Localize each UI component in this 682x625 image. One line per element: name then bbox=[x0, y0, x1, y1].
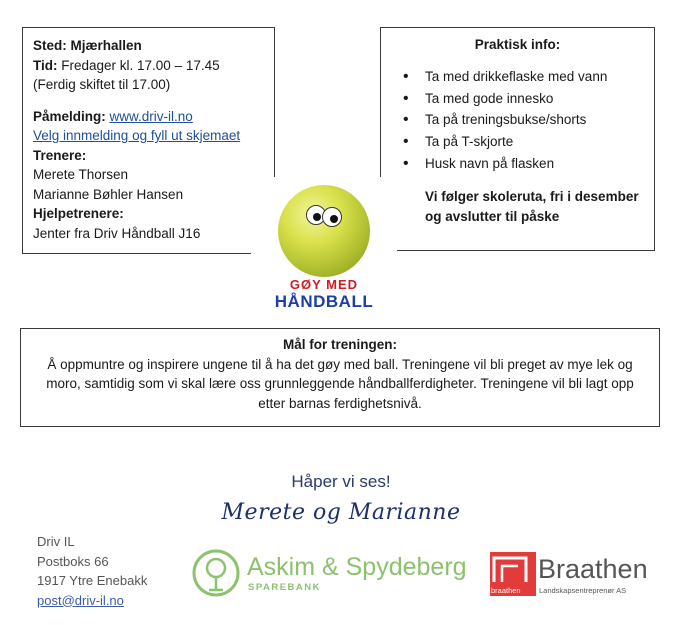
practical-info-title: Praktisk info: bbox=[474, 37, 561, 52]
coach-name: Merete Thorsen bbox=[33, 167, 129, 182]
info-box bbox=[22, 27, 275, 254]
list-item: • Ta med gode innesko bbox=[403, 88, 644, 110]
schedule-note-line: og avslutter til påske bbox=[425, 208, 560, 224]
list-item: • Ta med drikkeflaske med vann bbox=[403, 66, 644, 88]
practical-info-list bbox=[391, 66, 644, 175]
goal-text: Å oppmuntre og inspirere ungene til å ha det gøy med ball. Treningene vil bli preget av mye lek og moro, samtidig som vi skal lære oss grunnleggende håndballferdigheter. Treningene vil bli lagt opp etter barnas ferdighetsnivå. bbox=[46, 356, 634, 411]
logo-text-gøy-med: GØY MED bbox=[289, 277, 359, 292]
time-line: Tid: Fredager kl. 17.00 – 17.45 bbox=[33, 57, 220, 73]
location-value: Mjærhallen bbox=[70, 38, 142, 53]
registration-instruction-link[interactable]: Velg innmelding og fyll ut skjemaet bbox=[33, 128, 241, 143]
assistant-coaches-heading: Hjelpetrenere: bbox=[33, 206, 124, 221]
time-value: Fredager kl. 17.00 – 17.45 bbox=[61, 57, 220, 73]
braathen-mark-icon bbox=[490, 552, 536, 596]
time-label: Tid bbox=[33, 57, 53, 73]
schedule-note bbox=[425, 187, 644, 227]
list-item: • Husk navn på flasken bbox=[403, 153, 644, 175]
logo-text-håndball: HÅNDBALL bbox=[274, 292, 374, 311]
address-line: 1917 Ytre Enebakk bbox=[37, 573, 148, 588]
company-name: Braathen bbox=[538, 554, 648, 584]
handball-ball-icon bbox=[278, 185, 370, 277]
practical-info-box bbox=[380, 27, 655, 251]
company-subtitle: Landskapsentreprenør AS bbox=[539, 586, 627, 595]
bank-name: Askim & Spydeberg bbox=[247, 553, 467, 581]
registration-label: Påmelding bbox=[33, 108, 102, 124]
signature: Merete og Marianne bbox=[221, 500, 461, 525]
schedule-note-line: Vi følger skoleruta, fri i desember bbox=[425, 188, 639, 204]
email-link[interactable]: post@driv-il.no bbox=[37, 592, 124, 608]
goal-title: Mål for treningen: bbox=[283, 337, 397, 352]
bank-subtitle: SPAREBANK bbox=[248, 582, 321, 593]
coaches-heading: Trenere: bbox=[33, 147, 87, 163]
address-line: Postboks 66 bbox=[37, 553, 109, 569]
location-line: Sted: Mjærhallen bbox=[33, 38, 142, 53]
sponsor-braathen-logo bbox=[490, 548, 648, 600]
registration-link[interactable]: www.driv-il.no bbox=[109, 108, 193, 124]
goal-box bbox=[20, 328, 660, 427]
tree-icon bbox=[191, 548, 241, 598]
coach-name: Marianne Bøhler Hansen bbox=[33, 186, 184, 202]
assistant-coaches-value: Jenter fra Driv Håndball J16 bbox=[33, 225, 201, 241]
registration-line: Påmelding: www.driv-il.no bbox=[33, 108, 193, 124]
eye-icon bbox=[322, 207, 342, 227]
time-note: (Ferdig skiftet til 17.00) bbox=[33, 77, 171, 92]
braathen-mark-text: braathen bbox=[491, 586, 521, 595]
address-line: Driv IL bbox=[37, 534, 75, 549]
list-item: • Ta på treningsbukse/shorts bbox=[403, 109, 644, 131]
club-address bbox=[37, 532, 147, 610]
location-label: Sted bbox=[33, 38, 63, 53]
sponsor-bank-logo bbox=[191, 548, 467, 600]
greeting: Håper vi ses! bbox=[291, 472, 391, 491]
list-item: • Ta på T-skjorte bbox=[403, 131, 644, 153]
